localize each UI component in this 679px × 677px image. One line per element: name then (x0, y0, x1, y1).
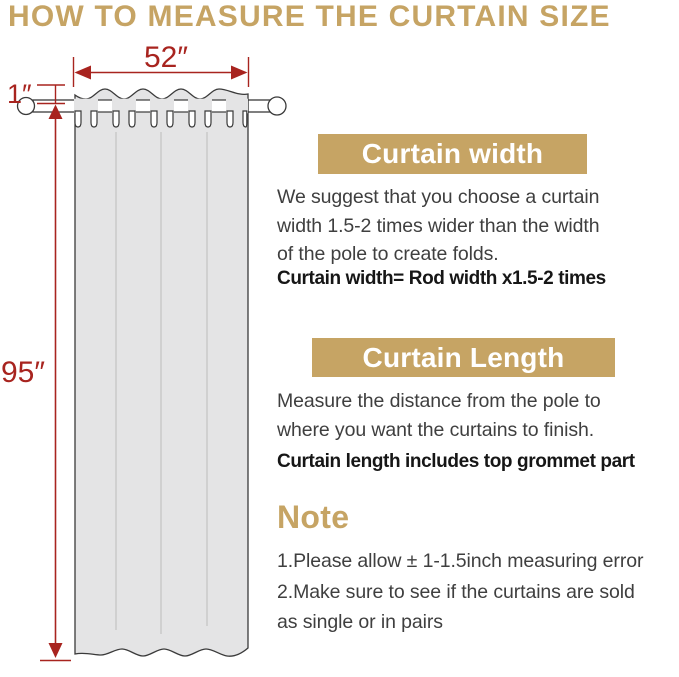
width-dimension-label: 52″ (144, 41, 188, 74)
curtain-width-heading: Curtain width (318, 134, 587, 174)
curtain-measure-diagram (0, 0, 310, 677)
length-dimension-label: 95″ (1, 356, 45, 389)
note-line: 1.Please allow ± 1-1.5inch measuring error (277, 550, 644, 572)
curtain-width-formula: Curtain width= Rod width x1.5-2 times (277, 268, 606, 289)
curtain-width-description (277, 183, 599, 269)
body-line: width 1.5-2 times wider than the width (277, 214, 600, 237)
note-heading: Note (277, 499, 350, 535)
curtain-length-description (277, 387, 601, 444)
rod-finial-right (268, 97, 286, 115)
curtain-length-heading: Curtain Length (312, 338, 615, 377)
note-list (277, 546, 643, 638)
body-line: Measure the distance from the pole to (277, 390, 601, 412)
body-line: where you want the curtains to finish. (277, 418, 595, 441)
note-line: as single or in pairs (277, 611, 443, 633)
curtain-length-formula: Curtain length includes top grommet part (277, 451, 635, 472)
note-line: 2.Make sure to see if the curtains are sold (277, 580, 635, 603)
grommet-dimension-label: 1″ (7, 79, 32, 109)
page-title: HOW TO MEASURE THE CURTAIN SIZE (8, 0, 611, 33)
body-line: We suggest that you choose a curtain (277, 186, 600, 208)
body-line: of the pole to create folds. (277, 243, 499, 265)
